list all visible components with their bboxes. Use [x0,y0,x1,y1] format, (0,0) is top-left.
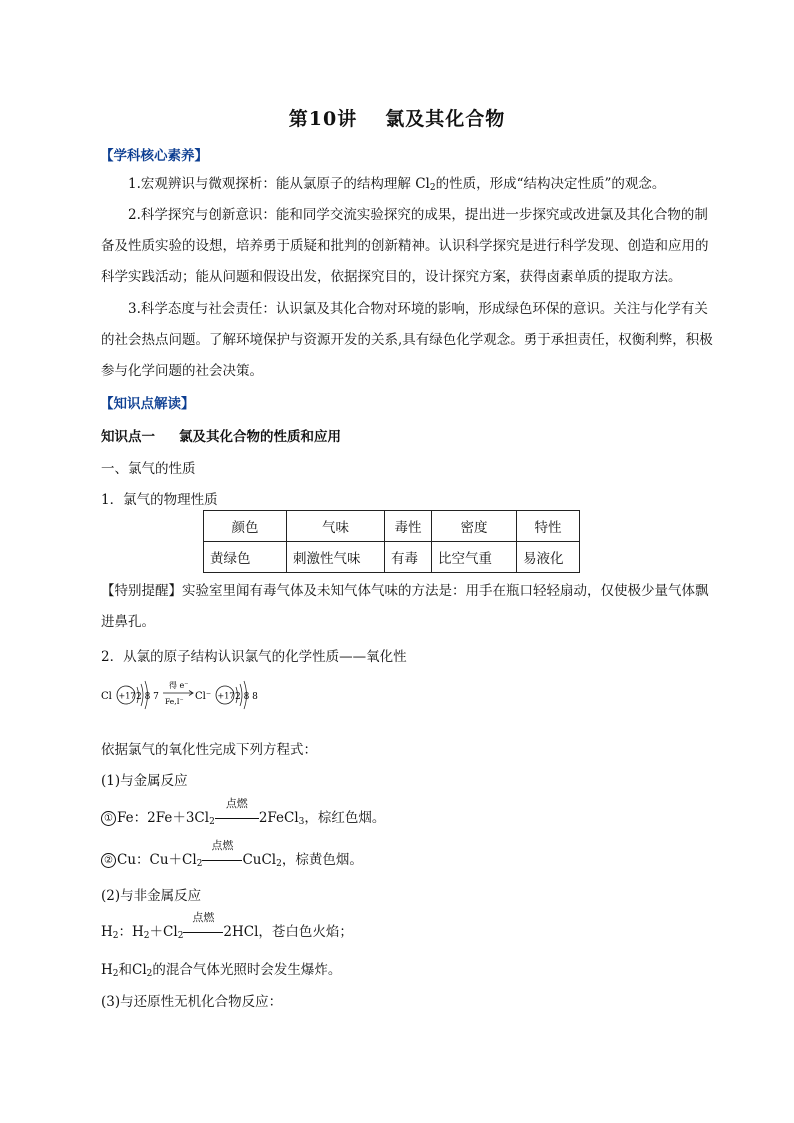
table-cell: 有毒 [385,542,432,573]
literacy-point-2: 2.科学探究与创新意识：能和同学交流实验探究的成果，提出进一步探究或改进氯及其化合物的制备及性质实验的设想，培养勇于质疑和批判的创新精神。认识科学探究是进行科学发现、创造和应用的科学实践活动；能从问题和假设出发，依据探究目的，设计探究方案，获得卤素单质的提取方法。 [101,207,709,285]
table-header: 特性 [517,511,580,542]
lecture-topic: 氯及其化合物 [385,108,506,130]
table-cell: 黄绿色 [204,542,287,573]
equations-intro: 依据氯气的氧化性完成下列方程式： [101,742,317,758]
literacy-point-3: 3.科学态度与社会责任：认识氯及其化合物对环境的影响，形成绿色环保的意识。关注与化学有关的社会热点问题。了解环境保护与资源开发的关系,具有绿色化学观念。勇于承担责任，权衡利弊，积极参与化学问题的社会决策。 [101,301,713,379]
explosion-note: $H_2$和$Cl_2$的混合气体光照时会发生爆炸。 [101,962,342,979]
subsection-chlorine-properties: 一、氯气的性质 [101,461,196,477]
diagram-nucleus-left: +17 [118,691,136,701]
table-header-row [204,511,580,542]
number-2-icon: ② [101,853,116,868]
table-header: 颜色 [204,511,287,542]
number-1-icon: ① [101,811,116,826]
item-physical-properties: 1．氯气的物理性质 [101,492,218,508]
table-cell: 易液化 [517,542,580,573]
diagram-shells-right: 2 8 8 [235,692,258,702]
diagram-cl-ion-symbol: Cl⁻ [195,691,212,702]
special-tip: 【特别提醒】实验室里闻有毒气体及未知气体气味的方法是：用手在瓶口轻轻扇动，仅使极少量气体飘进鼻孔。 [101,583,709,630]
diagram-by-label: Fe,I⁻ [165,697,184,706]
metal-reactions-heading: (1)与金属反应 [101,773,188,789]
table-cell: 比空气重 [432,542,517,573]
diagram-shells-left: 2 8 7 [136,692,159,702]
table-cell: 刺激性气味 [287,542,385,573]
table-header: 气味 [287,511,385,542]
diagram-gain-label: 得 e⁻ [169,681,189,690]
core-literacy-heading: 【学科核心素养】 [100,148,208,164]
lecture-number: 第10讲 [288,108,358,130]
knowledge-point-1: 知识点一 氯及其化合物的性质和应用 [101,429,341,445]
equation-fe: ① Fe：$2Fe+3Cl_2$ 点燃 2FeCl$_3$，棕红色烟。 [101,806,385,826]
equation-cu: ② Cu：$Cu+Cl_2$ 点燃 CuCl$_2$，棕黄色烟。 [101,848,363,868]
table-row [204,542,580,573]
reaction-condition: 点燃 [211,839,234,852]
equation-h2: $H_2$：$H_2+Cl_2$ 点燃 2HCl，苍白色火焰； [101,911,353,941]
atom-structure-diagram [99,674,269,714]
reaction-condition: 点燃 [192,911,215,924]
knowledge-heading: 【知识点解读】 [100,396,195,412]
reaction-condition: 点燃 [225,797,248,810]
nonmetal-reactions-heading: (2)与非金属反应 [101,888,202,904]
table-header: 密度 [432,511,517,542]
item-chemical-properties: 2．从氯的原子结构认识氯气的化学性质——氧化性 [101,649,407,665]
physical-properties-table [203,510,580,573]
table-header: 毒性 [385,511,432,542]
reducing-reactions-heading: (3)与还原性无机化合物反应： [101,994,283,1010]
diagram-nucleus-right: +17 [217,691,235,701]
diagram-cl-symbol: Cl [101,691,112,702]
page-title [0,104,794,131]
literacy-point-1: 1.宏观辨识与微观探析：能从氯原子的结构理解 $Cl_2$的性质，形成“结构决定性质”的观念。 [128,176,666,193]
